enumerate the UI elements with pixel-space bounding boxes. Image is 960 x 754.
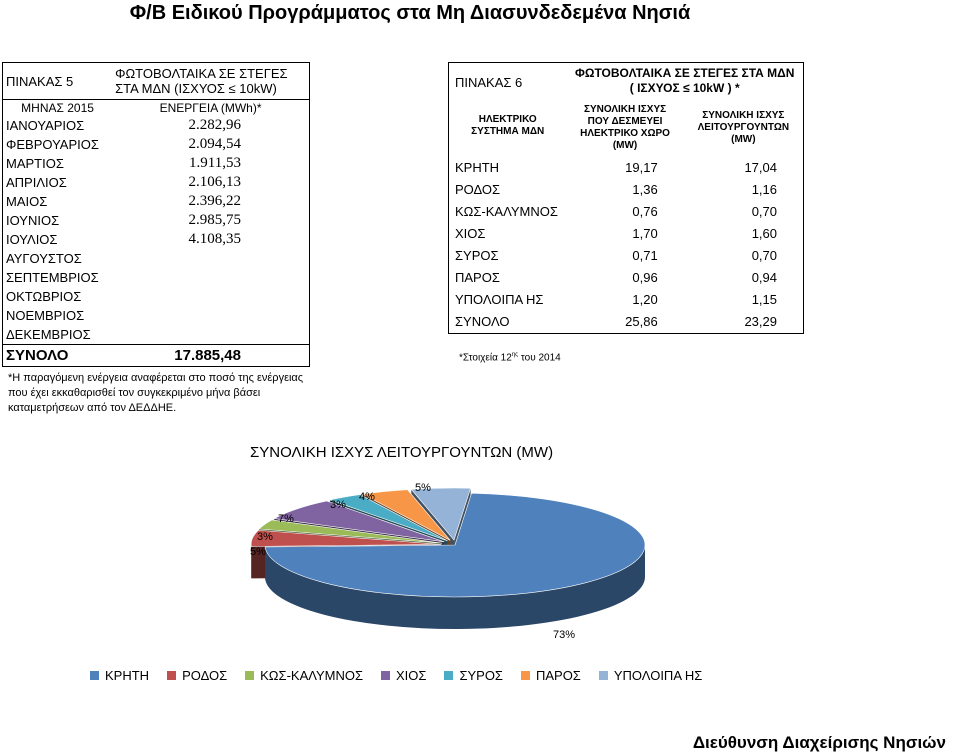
table5-row <box>3 306 310 325</box>
table5-value: 1.911,53 <box>189 155 241 171</box>
table5-col-month: ΜΗΝΑΣ 2015 <box>3 100 113 117</box>
table5-row <box>3 325 310 345</box>
legend-label: ΣΥΡΟΣ <box>459 668 503 683</box>
table-5 <box>2 62 310 367</box>
table6-col-reserved-line4: (MW) <box>612 140 638 151</box>
table6-operating: 1,16 <box>751 182 777 197</box>
table6-note <box>459 352 561 363</box>
table6-operating: 1,60 <box>751 226 777 241</box>
table6-title-line2: ( ΙΣΧΥΟΣ ≤ 10kW ) * <box>629 81 740 95</box>
table6-operating: 0,70 <box>751 204 777 219</box>
table5-note: *Η παραγόμενη ενέργεια αναφέρεται στο ποσό της ενέργειας που έχει εκκαθαρισθεί τον συγκεκριμένο μήνα βάσει καταμετρήσεων από τον ΔΕΔΔΗΕ. <box>8 372 304 414</box>
table5-value <box>112 287 309 306</box>
table5-month: ΔΕΚΕΜΒΡΙΟΣ <box>6 327 91 342</box>
table6-col-system <box>455 114 560 138</box>
legend-item <box>381 668 426 683</box>
table5-month: ΑΠΡΙΛΙΟΣ <box>6 175 67 190</box>
table5-month: ΣΕΠΤΕΜΒΡΙΟΣ <box>6 270 99 285</box>
legend-label: ΚΡΗΤΗ <box>105 668 150 683</box>
table6-name: ΧΙΟΣ <box>455 226 486 241</box>
table6-row <box>449 157 804 179</box>
pie-label: 5% <box>415 482 431 494</box>
table6-name: ΠΑΡΟΣ <box>455 270 500 285</box>
chart-title: ΣΥΝΟΛΙΚΗ ΙΣΧΥΣ ΛΕΙΤΟΥΡΓΟΥΝΤΩΝ (MW) <box>250 444 554 461</box>
table5-row <box>3 268 310 287</box>
legend-label: ΥΠΟΛΟΙΠΑ ΗΣ <box>613 668 703 683</box>
table5-value: 2.094,54 <box>188 136 241 152</box>
table6-row <box>449 289 804 311</box>
legend-label: ΠΑΡΟΣ <box>535 668 581 683</box>
table6-col-reserved-line3: ΗΛΕΚΤΡΙΚΟ ΧΩΡΟ <box>580 128 670 139</box>
table5-row <box>3 287 310 306</box>
table6-col-operating-line3: (MW) <box>731 134 756 145</box>
table6-name: ΡΟΔΟΣ <box>455 182 501 197</box>
table5-value <box>112 268 309 287</box>
table6-reserved: 0,96 <box>632 270 658 285</box>
table5-row <box>3 230 310 249</box>
table6-note-sup: ης <box>511 352 519 358</box>
legend-item <box>521 668 581 683</box>
table5-value: 2.106,13 <box>188 174 241 190</box>
table5-col-energy: ΕΝΕΡΓΕΙΑ (MWh)* <box>112 100 309 117</box>
table5-title <box>112 63 309 100</box>
table5-value <box>112 306 309 325</box>
table5-value: 2.282,96 <box>188 117 241 133</box>
pie-label: 3% <box>330 499 346 511</box>
legend-label: ΧΙΟΣ <box>396 668 427 683</box>
page-title: Φ/Β Ειδικού Προγράμματος στα Μη Διασυνδεδεμένα Νησιά <box>129 2 691 24</box>
pie-label: 5% <box>250 546 266 558</box>
table5-row <box>3 173 310 192</box>
table6-row <box>449 223 804 245</box>
table5-month: ΙΟΥΛΙΟΣ <box>6 232 58 247</box>
table6-title <box>566 63 803 100</box>
legend-swatch <box>167 671 176 680</box>
table6-note-prefix: *Στοιχεία 12 <box>459 352 512 364</box>
table5-value <box>112 249 309 268</box>
pie-chart <box>0 460 960 665</box>
table6-col-reserved-line2: ΠΟΥ ΔΕΣΜΕΥΕΙ <box>587 116 663 127</box>
legend-label: ΚΩΣ-ΚΑΛΥΜΝΟΣ <box>260 668 363 683</box>
table6-row <box>449 267 804 289</box>
table6-col-operating-line2: ΛΕΙΤΟΥΡΓΟΥΝΤΩΝ <box>697 122 790 133</box>
table6-row <box>449 245 804 267</box>
legend-item <box>444 668 503 683</box>
table5-value: 2.985,75 <box>188 212 241 228</box>
table5-row <box>3 192 310 211</box>
table5-title-line1: ΦΩΤΟΒΟΛΤΑΙΚΑ ΣΕ ΣΤΕΓΕΣ <box>115 66 288 81</box>
table5-month: ΙΟΥΝΙΟΣ <box>6 213 60 228</box>
table5-value: 4.108,35 <box>188 231 241 247</box>
table6-name: ΣΥΡΟΣ <box>455 248 499 263</box>
table6-col-system-line2: ΣΥΣΤΗΜΑ ΜΔΝ <box>471 126 545 137</box>
table6-reserved: 1,20 <box>632 292 658 307</box>
footer-title: Διεύθυνση Διαχείρισης Νησιών <box>692 733 946 752</box>
table6-label-cell <box>449 63 567 158</box>
table5-value: 2.396,22 <box>188 193 241 209</box>
table5-month: ΦΕΒΡΟΥΑΡΙΟΣ <box>6 137 99 152</box>
table6-reserved: 1,70 <box>632 226 658 241</box>
legend-label: ΡΟΔΟΣ <box>182 668 228 683</box>
legend-item <box>599 668 702 683</box>
table6-label: ΠΙΝΑΚΑΣ 6 <box>455 75 523 90</box>
table5-body <box>3 116 310 345</box>
table6-col-operating-line1: ΣΥΝΟΛΙΚΗ ΙΣΧΥΣ <box>702 110 785 121</box>
legend-item <box>90 668 149 683</box>
table6-reserved: 0,71 <box>632 248 658 263</box>
table6-row <box>449 201 804 223</box>
table6-operating: 0,94 <box>751 270 777 285</box>
legend-item <box>167 668 227 683</box>
table5-month: ΑΥΓΟΥΣΤΟΣ <box>6 251 82 266</box>
table6-name: ΚΡΗΤΗ <box>455 160 500 175</box>
pie-label: 7% <box>278 513 294 525</box>
chart-legend <box>90 668 790 683</box>
table6-col-reserved-line1: ΣΥΝΟΛΙΚΗ ΙΣΧΥΣ <box>583 104 667 115</box>
table6-name: ΥΠΟΛΟΙΠΑ ΗΣ <box>455 292 544 307</box>
table5-title-line2: ΣΤΑ ΜΔΝ (ΙΣΧΥΟΣ ≤ 10kW) <box>115 81 277 96</box>
table5-row <box>3 154 310 173</box>
table5-total-label: ΣΥΝΟΛΟ <box>3 345 113 367</box>
table6-col-system-line1: ΗΛΕΚΤΡΙΚΟ <box>478 114 537 125</box>
legend-item <box>245 668 363 683</box>
table5-value <box>112 325 309 345</box>
table6-name: ΚΩΣ-ΚΑΛΥΜΝΟΣ <box>455 204 558 219</box>
table6-operating: 0,70 <box>751 248 777 263</box>
table5-month: ΟΚΤΩΒΡΙΟΣ <box>6 289 82 304</box>
legend-swatch <box>521 671 530 680</box>
table5-label: ΠΙΝΑΚΑΣ 5 <box>6 73 74 89</box>
table5-total-value: 17.885,48 <box>112 345 309 367</box>
table5-month: ΜΑΙΟΣ <box>6 194 48 209</box>
legend-swatch <box>245 671 254 680</box>
table6-body <box>449 157 804 334</box>
table6-col-operating <box>684 99 804 157</box>
table5-month: ΙΑΝΟΥΑΡΙΟΣ <box>6 118 85 133</box>
legend-swatch <box>444 671 453 680</box>
table6-operating: 17,04 <box>744 160 777 175</box>
legend-swatch <box>599 671 608 680</box>
table6-reserved: 19,17 <box>625 160 658 175</box>
table5-month: ΝΟΕΜΒΡΙΟΣ <box>6 308 85 323</box>
pie-label: 4% <box>359 491 375 503</box>
table6-name: ΣΥΝΟΛΟ <box>455 314 510 329</box>
table5-row <box>3 116 310 135</box>
pie-label: 73% <box>552 629 576 641</box>
table6-reserved: 25,86 <box>625 314 658 329</box>
table6-operating: 1,15 <box>751 292 777 307</box>
table6-operating: 23,29 <box>744 314 777 329</box>
table5-row <box>3 135 310 154</box>
table6-note-suffix: του 2014 <box>518 352 561 364</box>
table-6 <box>448 62 804 334</box>
pie-label: 3% <box>257 531 273 543</box>
legend-swatch <box>381 671 390 680</box>
table6-reserved: 1,36 <box>632 182 658 197</box>
table5-row <box>3 249 310 268</box>
table6-reserved: 0,76 <box>632 204 658 219</box>
table6-col-reserved <box>566 99 683 157</box>
table6-row <box>449 311 804 334</box>
table6-title-line1: ΦΩΤΟΒΟΛΤΑΙΚΑ ΣΕ ΣΤΕΓΕΣ ΣΤΑ ΜΔΝ <box>574 66 795 80</box>
table6-row <box>449 179 804 201</box>
legend-swatch <box>90 671 99 680</box>
table5-month: ΜΑΡΤΙΟΣ <box>6 156 64 171</box>
table5-row <box>3 211 310 230</box>
